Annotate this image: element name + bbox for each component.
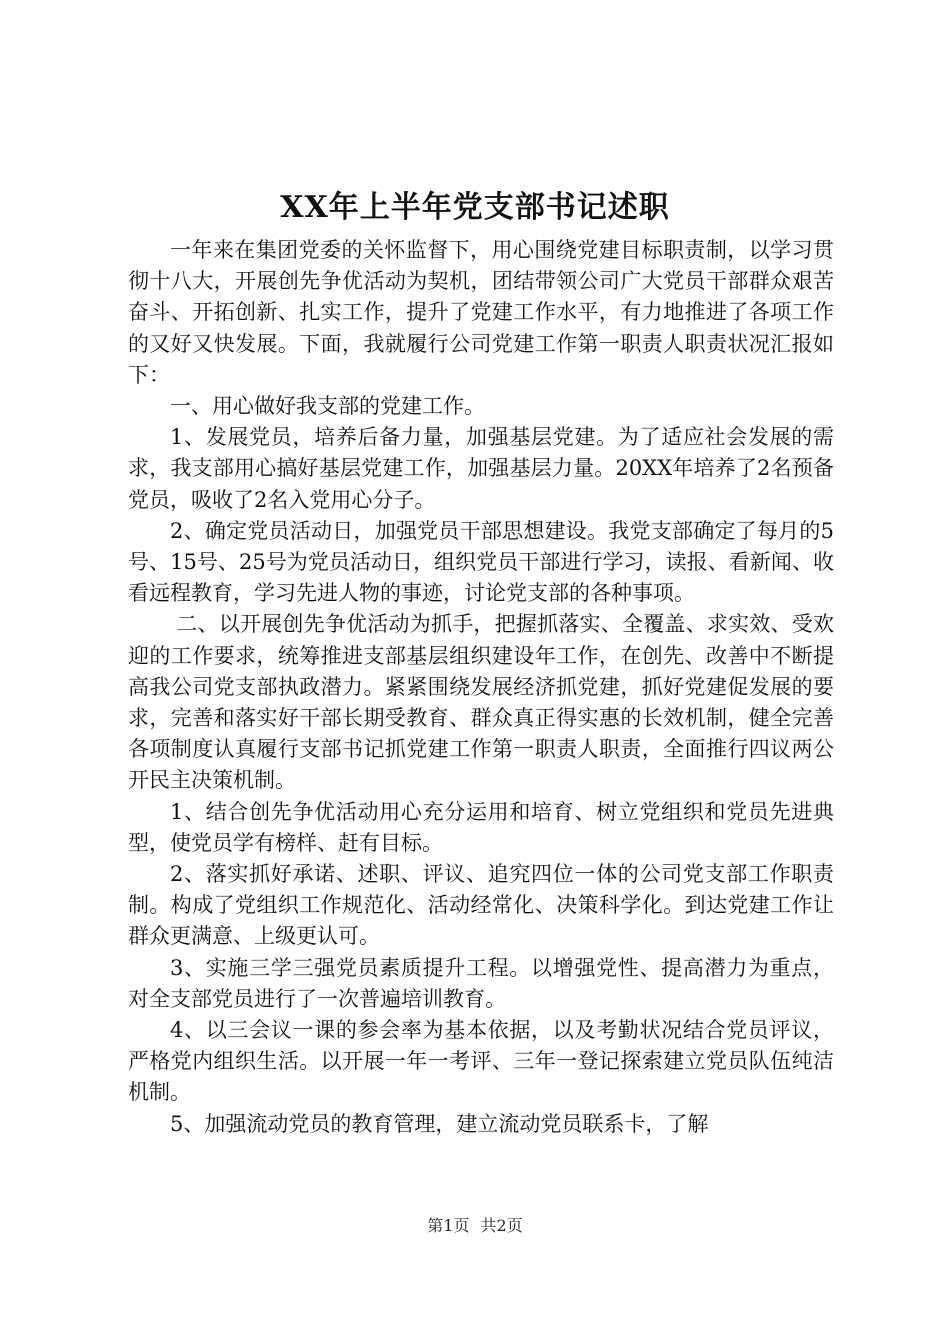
- paragraph-intro: 一年来在集团党委的关怀监督下，用心围绕党建目标职责制，以学习贯彻十八大，开展创先争优活动为契机，团结带领公司广大党员干部群众艰苦奋斗、开拓创新、扎实工作，提升了党建工作水平，有力地推进了各项工作的又好又快发展。下面，我就履行公司党建工作第一职责人职责状况汇报如下：: [128, 238, 834, 387]
- paragraph-item-2-2: 2、落实抓好承诺、述职、评议、追究四位一体的公司党支部工作职责制。构成了党组织工作规范化、活动经常化、决策科学化。到达党建工作让群众更满意、上级更认可。: [128, 862, 834, 949]
- section-heading-2: 二、以开展创先争优活动为抓手，把握抓落实、全覆盖、求实效、受欢迎的工作要求，统筹推进支部基层组织建设年工作，在创先、改善中不断提高我公司党支部执政潜力。紧紧围绕发展经济抓党建，抓好党建促发展的要求，完善和落实好干部长期受教育、群众真正得实惠的长效机制，健全完善各项制度认真履行支部书记抓党建工作第一职责人职责，全面推行四议两公开民主决策机制。: [128, 612, 834, 793]
- page-number-current: 第1页: [427, 1216, 470, 1235]
- paragraph-item-2-4: 4、以三会议一课的参会率为基本依据，以及考勤状况结合党员评议，严格党内组织生活。以开展一年一考评、三年一登记探索建立党员队伍纯洁机制。: [128, 1018, 834, 1105]
- paragraph-item-2-3: 3、实施三学三强党员素质提升工程。以增强党性、提高潜力为重点，对全支部党员进行了一次普遍培训教育。: [128, 955, 834, 1011]
- section-heading-1: 一、用心做好我支部的党建工作。: [170, 394, 485, 419]
- page-footer: [0, 1214, 950, 1238]
- paragraph-item-1-2: 2、确定党员活动日，加强党员干部思想建设。我党支部确定了每月的5号、15号、25号为党员活动日，组织党员干部进行学习，读报、看新闻、收看远程教育，学习先进人物的事迹，讨论党支部的各种事项。: [128, 518, 834, 606]
- paragraph-item-2-1: 1、结合创先争优活动用心充分运用和培育、树立党组织和党员先进典型，使党员学有榜样、赶有目标。: [128, 799, 834, 855]
- paragraph-item-1-1: 1、发展党员，培养后备力量，加强基层党建。为了适应社会发展的需求，我支部用心搞好基层党建工作，加强基层力量。20XX年培养了2名预备党员，吸收了2名入党用心分子。: [128, 425, 834, 512]
- document-title: XX年上半年党支部书记述职: [280, 190, 670, 225]
- page-number-total: 共2页: [480, 1216, 523, 1235]
- document-body: [128, 235, 834, 1140]
- paragraph-item-2-5: 5、加强流动党员的教育管理，建立流动党员联系卡，了解: [170, 1111, 709, 1136]
